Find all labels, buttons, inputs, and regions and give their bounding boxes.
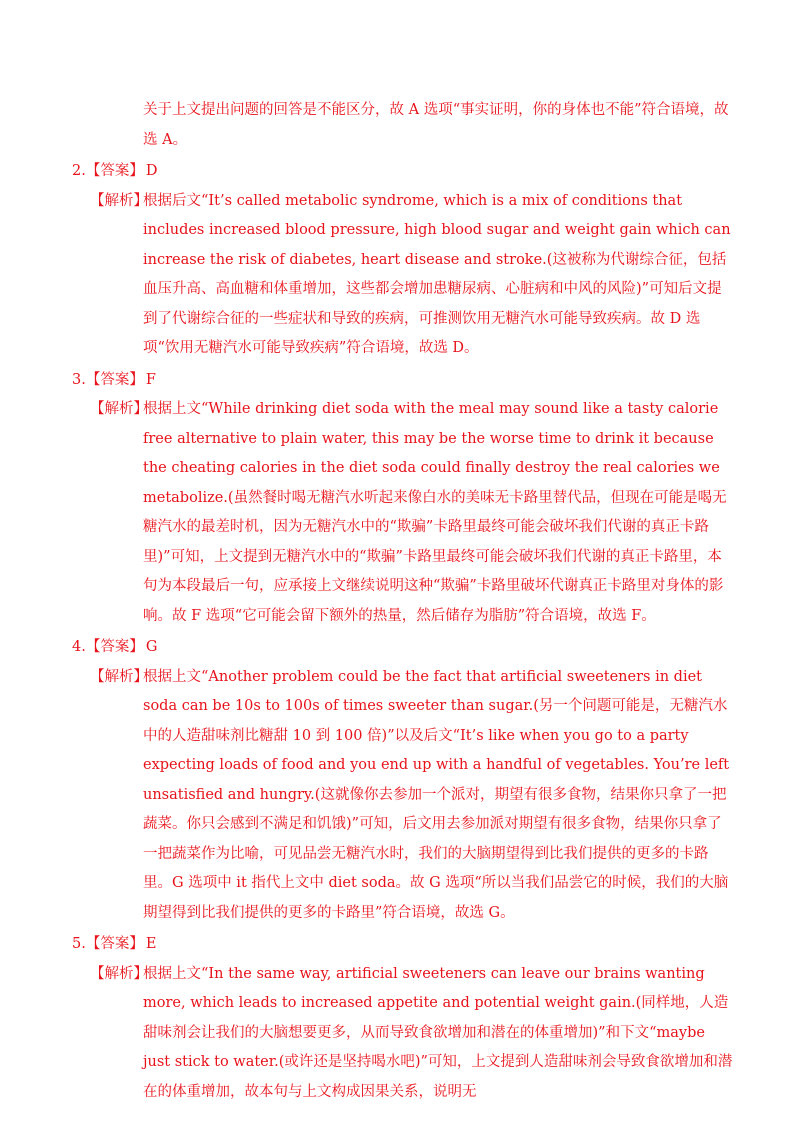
analysis-text: 根据上文“In the same way, artificial sweeteners can leave our brains wanting more, which leads to increased appetite and potential weight gain.(同样地，人造甜味剂会让我们的大脑想要更多，从而导致食欲增加和潜在的体重增加)”和下文“maybe just stick to water.(或许还是坚持喝水吧)”可知，上文提到人造甜味剂会导致食欲增加和潜在的体重增加，故本句与上文构成因果关系，说明无: [143, 965, 733, 1100]
analysis-label: 【解析】: [90, 192, 148, 209]
analysis-text: 根据上文“Another problem could be the fact that artificial sweeteners in diet soda can be 10s to 100s of times sweeter than sugar.(另一个问题可能是，无糖汽水中的人造甜味剂比糖甜 10 到 100 倍)”以及后文“It’s like when you go to a party expecting loads of food and you end up with a handful of vegetables. You’re left unsatisfied and hungry.(这就像你去参加一个派对，期望有很多食物，结果你只拿了一把蔬菜。你只会感到不满足和饥饿)”可知，后文用去参加派对期望有很多食物，结果你只拿了一把蔬菜作为比喻，可见品尝无糖汽水时，我们的大脑期望得到比我们提供的更多的卡路里。G 选项中 it 指代上文中 diet soda。故 G 选项“所以当我们品尝它的时候，我们的大脑期望得到比我们提供的更多的卡路里”符合语境，故选 G。: [143, 668, 730, 921]
question-number: 2.: [72, 163, 86, 179]
analysis-label: 【解析】: [90, 668, 148, 685]
answer-label: 【答案】: [85, 639, 144, 655]
question-3-analysis: [0, 395, 800, 631]
question-4-answer: [0, 633, 800, 663]
answer-value: G: [145, 639, 158, 655]
question-number: 3.: [72, 371, 86, 388]
question-number: 4.: [72, 639, 86, 655]
answer-label: 【答案】: [85, 936, 144, 952]
question-number: 5.: [72, 936, 86, 952]
answer-value: F: [145, 371, 156, 388]
answer-label: 【答案】: [85, 163, 144, 179]
intro-paragraph: 关于上文提出问题的回答是不能区分，故 A 选项“事实证明，你的身体也不能”符合语境，故选 A。: [143, 102, 729, 148]
question-5-answer: [0, 930, 800, 960]
answer-explanations: [0, 96, 800, 1107]
question-4-analysis: [0, 663, 800, 929]
question-2-answer: [0, 157, 800, 187]
analysis-text: 根据上文“While drinking diet soda with the meal may sound like a tasty calorie free alternative to plain water, this may be the worse time to drink it because the cheating calories in the diet soda could finally destroy the real calories we metabolize.(虽然餐时喝无糖汽水听起来像白水的美味无卡路里替代品，但现在可能是喝无糖汽水的最差时机，因为无糖汽水中的“欺骗”卡路里最终可能会破坏我们代谢的真正卡路里)”可知，上文提到无糖汽水中的“欺骗”卡路里最终可能会破坏我们代谢的真正卡路里，本句为本段最后一句，应承接上文继续说明这种“欺骗”卡路里破坏代谢真正卡路里对身体的影响。故 F 选项“它可能会留下额外的热量，然后储存为脂肪”符合语境，故选 F。: [143, 401, 727, 624]
question-5-analysis: [0, 960, 800, 1108]
answer-value: D: [145, 163, 158, 179]
question-2-analysis: [0, 187, 800, 364]
analysis-label: 【解析】: [90, 401, 148, 417]
answer-label: 【答案】: [85, 371, 144, 388]
answer-value: E: [145, 936, 157, 952]
question-3-answer: [0, 366, 800, 396]
analysis-label: 【解析】: [90, 965, 148, 982]
analysis-text: 根据后文“It’s called metabolic syndrome, which is a mix of conditions that includes increased blood pressure, high blood sugar and weight gain which can increase the risk of diabetes, heart disease and stroke.(这被称为代谢综合征，包括血压升高、高血糖和体重增加，这些都会增加患糖尿病、心脏病和中风的风险)”可知后文提到了代谢综合征的一些症状和导致的疾病，可推测饮用无糖汽水可能导致疾病。故 D 选项“饮用无糖汽水可能导致疾病”符合语境，故选 D。: [143, 192, 731, 356]
